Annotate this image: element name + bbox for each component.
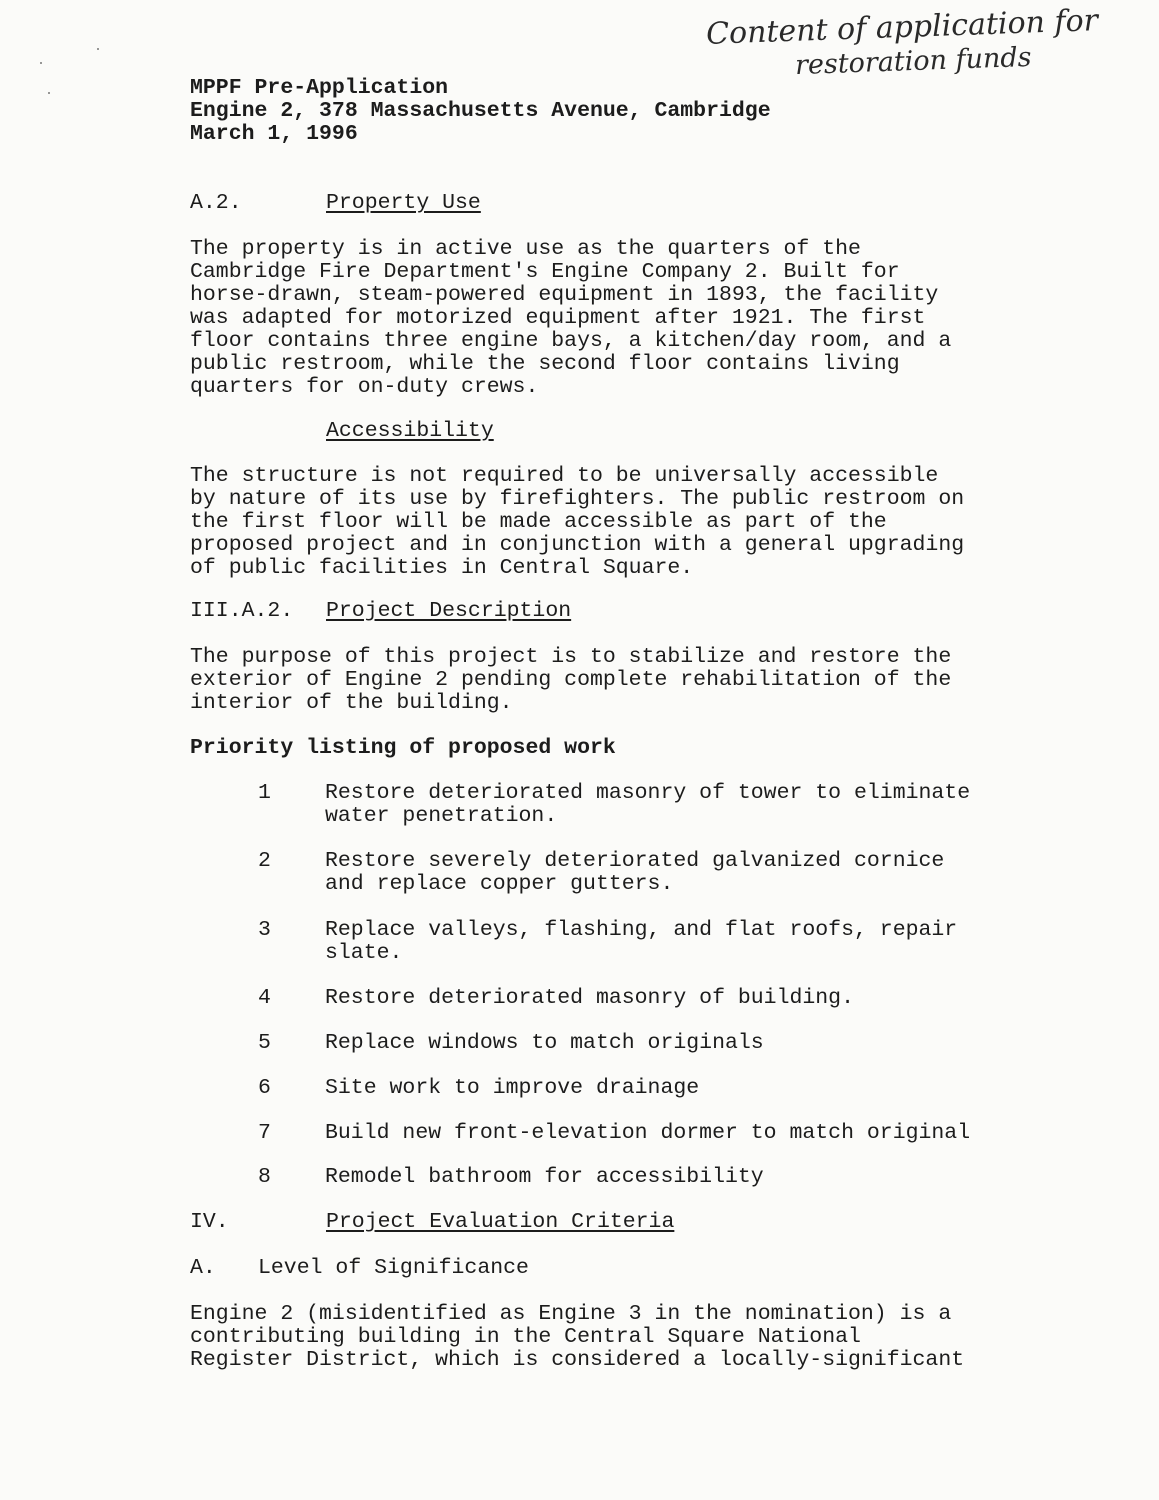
section-title: Project Description xyxy=(326,599,572,623)
priority-heading: Priority listing of proposed work xyxy=(190,736,616,760)
list-item-number: 8 xyxy=(258,1165,271,1189)
list-item-number: 5 xyxy=(258,1031,271,1055)
subsection-number: A. xyxy=(190,1256,216,1280)
list-item-number: 6 xyxy=(258,1076,271,1100)
list-item-number: 2 xyxy=(258,849,271,873)
list-item-number: 3 xyxy=(258,918,271,942)
list-item-number: 1 xyxy=(258,781,271,805)
list-item-number: 7 xyxy=(258,1121,271,1145)
list-item-text: Replace valleys, flashing, and flat roofs, repair xyxy=(325,918,958,942)
paragraph-line: contributing building in the Central Square National xyxy=(190,1325,861,1349)
header-line2: Engine 2, 378 Massachusetts Avenue, Cambridge xyxy=(190,99,771,123)
paragraph-line: floor contains three engine bays, a kitchen/day room, and a xyxy=(190,329,952,353)
section-number: A.2. xyxy=(190,191,242,215)
paragraph-line: The structure is not required to be universally accessible xyxy=(190,464,939,488)
list-item-text: Restore deteriorated masonry of building. xyxy=(325,986,854,1010)
list-item-text: Site work to improve drainage xyxy=(325,1076,700,1100)
paragraph-line: Register District, which is considered a locally-significant xyxy=(190,1348,965,1372)
paragraph-line: Cambridge Fire Department's Engine Company 2. Built for xyxy=(190,260,900,284)
section-title: Project Evaluation Criteria xyxy=(326,1210,675,1234)
scan-speck xyxy=(97,48,99,50)
paragraph-line: of public facilities in Central Square. xyxy=(190,556,694,580)
list-item-text: Restore deteriorated masonry of tower to eliminate xyxy=(325,781,971,805)
handwritten-note-line2: restoration funds xyxy=(794,41,1032,82)
paragraph-line: Engine 2 (misidentified as Engine 3 in the nomination) is a xyxy=(190,1302,952,1326)
section-number: IV. xyxy=(190,1210,229,1234)
scan-speck xyxy=(40,62,42,64)
list-item-text: Remodel bathroom for accessibility xyxy=(325,1165,764,1189)
header-date: March 1, 1996 xyxy=(190,122,358,146)
paragraph-line: public restroom, while the second floor contains living xyxy=(190,352,900,376)
paragraph-line: by nature of its use by firefighters. The public restroom on xyxy=(190,487,965,511)
list-item-text: and replace copper gutters. xyxy=(325,872,674,896)
header-line1: MPPF Pre-Application xyxy=(190,76,449,100)
scan-speck xyxy=(48,92,50,94)
list-item-text: Replace windows to match originals xyxy=(325,1031,764,1055)
paragraph-line: interior of the building. xyxy=(190,691,513,715)
paragraph-line: the first floor will be made accessible as part of the xyxy=(190,510,887,534)
subsection-title: Accessibility xyxy=(326,419,494,443)
list-item-text: Build new front-elevation dormer to match original xyxy=(325,1121,971,1145)
subsection-title: Level of Significance xyxy=(258,1256,529,1280)
list-item-text: Restore severely deteriorated galvanized cornice xyxy=(325,849,945,873)
paragraph-line: proposed project and in conjunction with a general upgrading xyxy=(190,533,965,557)
paragraph-line: The purpose of this project is to stabilize and restore the xyxy=(190,645,952,669)
paragraph-line: The property is in active use as the quarters of the xyxy=(190,237,861,261)
paragraph-line: was adapted for motorized equipment after 1921. The first xyxy=(190,306,926,330)
paragraph-line: horse-drawn, steam-powered equipment in 1893, the facility xyxy=(190,283,939,307)
list-item-text: water penetration. xyxy=(325,804,558,828)
section-title: Property Use xyxy=(326,191,481,215)
list-item-number: 4 xyxy=(258,986,271,1010)
paragraph-line: exterior of Engine 2 pending complete rehabilitation of the xyxy=(190,668,952,692)
handwritten-note-line1: Content of application for xyxy=(705,3,1099,52)
paragraph-line: quarters for on-duty crews. xyxy=(190,375,539,399)
list-item-text: slate. xyxy=(325,941,403,965)
section-number: III.A.2. xyxy=(190,599,294,623)
